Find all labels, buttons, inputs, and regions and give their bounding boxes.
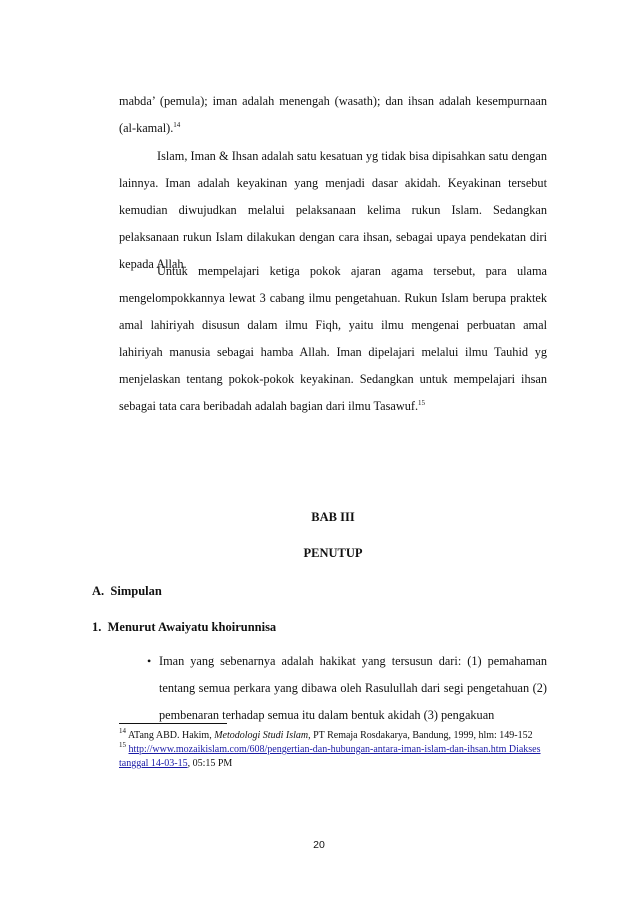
bullet-text: Iman yang sebenarnya adalah hakikat yang tersusun dari: (1) pemahaman tentang semua perkara yang dibawa oleh Rasulullah dari segi pengetahuan (2) pembenaran terhadap semua itu dalam bentuk akidah (3) pengakuan <box>159 654 547 722</box>
footnote-separator <box>119 723 227 724</box>
footnote-ref-14[interactable]: 14 <box>173 121 181 129</box>
footnote-14: $^{14}$ ATang ABD. Hakim, Metodologi Studi Islam, PT Remaja Rosdakarya, Bandung, 1999, hlm: 149-152 <box>119 727 533 741</box>
chapter-title: PENUTUP <box>303 546 363 560</box>
footnote-ref-15[interactable]: 15 <box>418 399 426 407</box>
subsection-heading: 1. Menurut Awaiyatu khoirunnisa <box>92 620 277 634</box>
section-heading-simpulan: A. Simpulan <box>92 584 162 598</box>
footnote-15-link[interactable]: http://www.mozaikislam.com/608/pengertian-dan-hubungan-antara-iman-islam-dan-ihsan.htm Diakses tanggal 14-03-15 <box>119 744 541 769</box>
paragraph-1: mabda’ (pemula); iman adalah menengah (wasath); dan ihsan adalah kesempurnaan (al-kamal).$^{14}$ <box>119 94 547 135</box>
paragraph-2: Islam, Iman & Ihsan adalah satu kesatuan yg tidak bisa dipisahkan satu dengan lainnya. Iman adalah keyakinan yang menjadi dasar akidah. Keyakinan tersebut kemudian diwujudkan melalui pelaksanaan kelima rukun Islam. Sedangkan pelaksanaan rukun Islam dilakukan dengan cara ihsan, sebagai upaya pendekatan diri kepada Allah. <box>119 149 547 271</box>
footnotes <box>119 729 547 771</box>
chapter-label: BAB III <box>311 510 355 524</box>
page-number: 20 <box>313 839 325 851</box>
paragraph-3: Untuk mempelajari ketiga pokok ajaran agama tersebut, para ulama mengelompokkannya lewat 3 cabang ilmu pengetahuan. Rukun Islam berupa praktek amal lahiriyah disusun dalam ilmu Fiqh, yaitu ilmu mengenai perbuatan amal lahiriyah manusia sebagai hamba Allah. Iman dipelajari melalui ilmu Tauhid yg menjelaskan tentang pokok-pokok keyakinan. Sedangkan untuk mempelajari ihsan sebagai tata cara beribadah adalah bagian dari ilmu Tasawuf.$^{15}$ <box>119 264 547 413</box>
book-title: Metodologi Studi Islam <box>214 730 309 741</box>
footnote-15: $^{15}$ http://www.mozaikislam.com/608/pengertian-dan-hubungan-antara-iman-islam-dan-ihsan.htm Diakses tanggal 14-03-15, 05:15 PM <box>119 741 541 769</box>
bullet-icon: • <box>147 654 152 668</box>
